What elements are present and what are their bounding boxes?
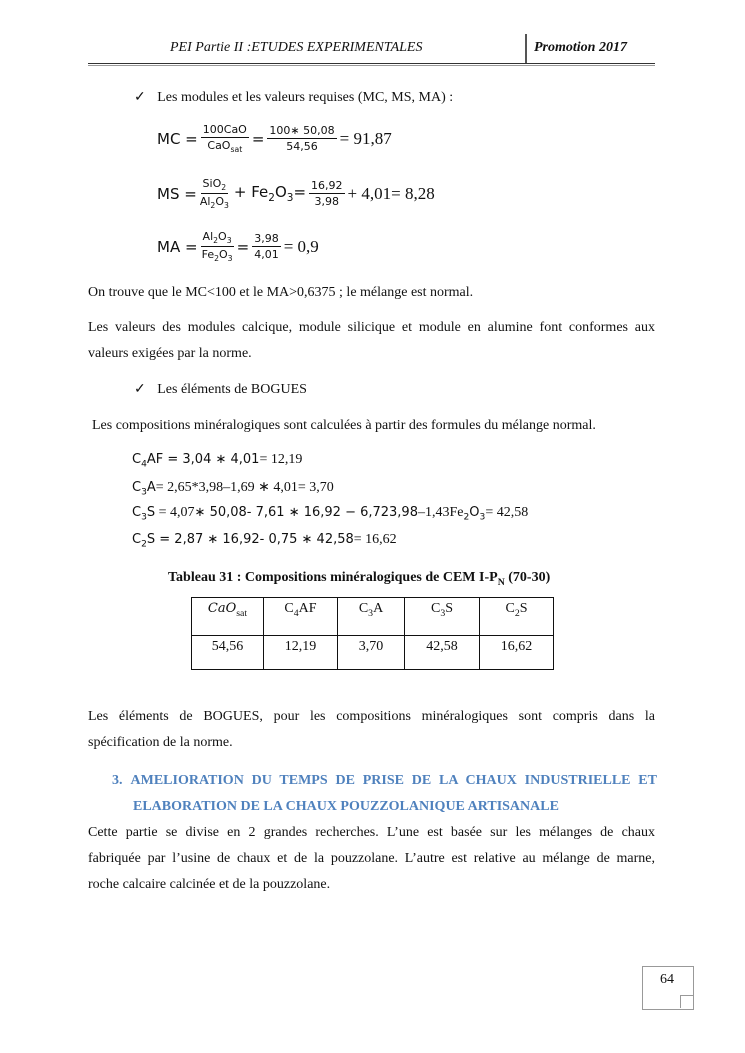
header-promotion: Promotion 2017 [534, 40, 627, 55]
bullet-modules [134, 85, 453, 111]
table-row [192, 636, 554, 670]
table-cell: 16,62 [480, 636, 554, 670]
mc-result: = 91,87 [339, 128, 392, 148]
paragraph-intro-line-2: fabriquée par l’usine de chaux et de la pouzzolane. L’autre est relative au mélange de marne, [88, 851, 655, 866]
section-number: 3. [112, 773, 123, 788]
paragraph-conclusion: On trouve que le MC<100 et le MA>0,6375 ; le mélange est normal. [88, 285, 474, 300]
ma-result: = 0,9 [283, 236, 319, 256]
header-divider [525, 34, 527, 64]
table-caption: Tableau 31 : Compositions minéralogiques de CEM $I-P_N$ (70-30) [168, 570, 551, 588]
checkmark-icon: ✓ [134, 382, 146, 397]
paragraph-bogues-line-2: spécification de la norme. [88, 735, 233, 750]
table-header-cell: CaO$_{sat}$ [192, 598, 264, 636]
header-title: PEI Partie II :ETUDES EXPERIMENTALES [170, 40, 423, 55]
fraction-mc-1: $\frac{\text{100CaO}}{CaO_{sat}}$ [202, 123, 247, 155]
page-number: 64 [660, 972, 674, 987]
fraction-ma-2: $\frac{3,98}{4,01}$ [254, 232, 279, 262]
fraction-ms-1: $\frac{SiO_2}{Al_2O_3}$ [199, 177, 229, 211]
ms-result: + 4,01= 8,28 [347, 183, 435, 203]
table-header-cell: $C_4AF$ [264, 598, 338, 636]
bullet-bogues [134, 377, 307, 403]
bullet-bogues-text: Les éléments de BOGUES [157, 382, 307, 397]
table-cell: 12,19 [264, 636, 338, 670]
table-header-cell: $C_3A$ [338, 598, 405, 636]
table-header-row [192, 598, 554, 636]
compositions-table [191, 597, 554, 670]
table-cell: 3,70 [338, 636, 405, 670]
formula-c4af: $C_4AF = 3,04$ ∗ 4,01= 12,19 [132, 452, 303, 470]
paragraph-compositions: Les compositions minéralogiques sont calculées à partir des formules du mélange normal. [92, 418, 596, 433]
checkmark-icon: ✓ [134, 90, 146, 105]
equation-ma: MA = $\frac{Al_2O_3}{Fe_2O_3}$ = $\frac{3,98}{4,01}$ = 0,9 [157, 230, 319, 264]
header-rule [88, 63, 655, 64]
table-header-cell: $C_2S$ [480, 598, 554, 636]
table-cell: 42,58 [405, 636, 480, 670]
header-rule-secondary [88, 65, 655, 66]
paragraph-modules-line-1: Les valeurs des modules calcique, module silicique et module en alumine font conformes aux [88, 320, 655, 335]
paragraph-bogues-line-1: Les éléments de BOGUES, pour les compositions minéralogiques sont compris dans la [88, 709, 655, 724]
page-fold-corner [680, 995, 693, 1008]
section-heading: 3. AMELIORATION DU TEMPS DE PRISE DE LA CHAUX INDUSTRIELLE ET ELABORATION DE LA CHAUX POUZZOLANIQUE ARTISANALE [112, 773, 657, 814]
paragraph-intro-line-1: Cette partie se divise en 2 grandes recherches. L’une est basée sur les mélanges de chaux [88, 825, 655, 840]
formula-c3a: $C_3A= 2,65*3,98-1,69$ ∗ 4,01= 3,70 [132, 480, 334, 498]
fraction-ms-2: $\frac{16,92}{3,98}$ [311, 179, 343, 209]
formula-c2s: $C_2S = 2,87$ ∗ 16,92- 0,75 ∗ 42,58= 16,62 [132, 532, 397, 550]
formula-c3s: $C_3S$ = 4,07∗ 50,08- 7,61 ∗ $16,92 - 6,723,98-1,43Fe_2O_3= 42,58$ [132, 505, 529, 523]
fraction-ma-1: $\frac{Al_2O_3}{Fe_2O_3}$ [201, 230, 233, 264]
equation-mc: MC = $\frac{\text{100CaO}}{CaO_{sat}}$ = $\frac{100∗ 50,08}{54,56}$ = 91,87 [157, 123, 392, 155]
paragraph-intro-line-3: roche calcaire calcinée et de la pouzzolane. [88, 877, 331, 892]
bullet-modules-text: Les modules et les valeurs requises (MC, MS, MA) : [157, 90, 454, 105]
table-cell: 54,56 [192, 636, 264, 670]
table-header-cell: $C_3S$ [405, 598, 480, 636]
paragraph-modules-line-2: valeurs exigées par la norme. [88, 346, 252, 361]
equation-ms: MS = $\frac{SiO_2}{Al_2O_3}$ + $Fe_2O_3=$ $\frac{16,92}{3,98}$ + 4,01= 8,28 [157, 177, 435, 211]
fraction-mc-2: $\frac{100∗ 50,08}{54,56}$ [269, 124, 335, 154]
